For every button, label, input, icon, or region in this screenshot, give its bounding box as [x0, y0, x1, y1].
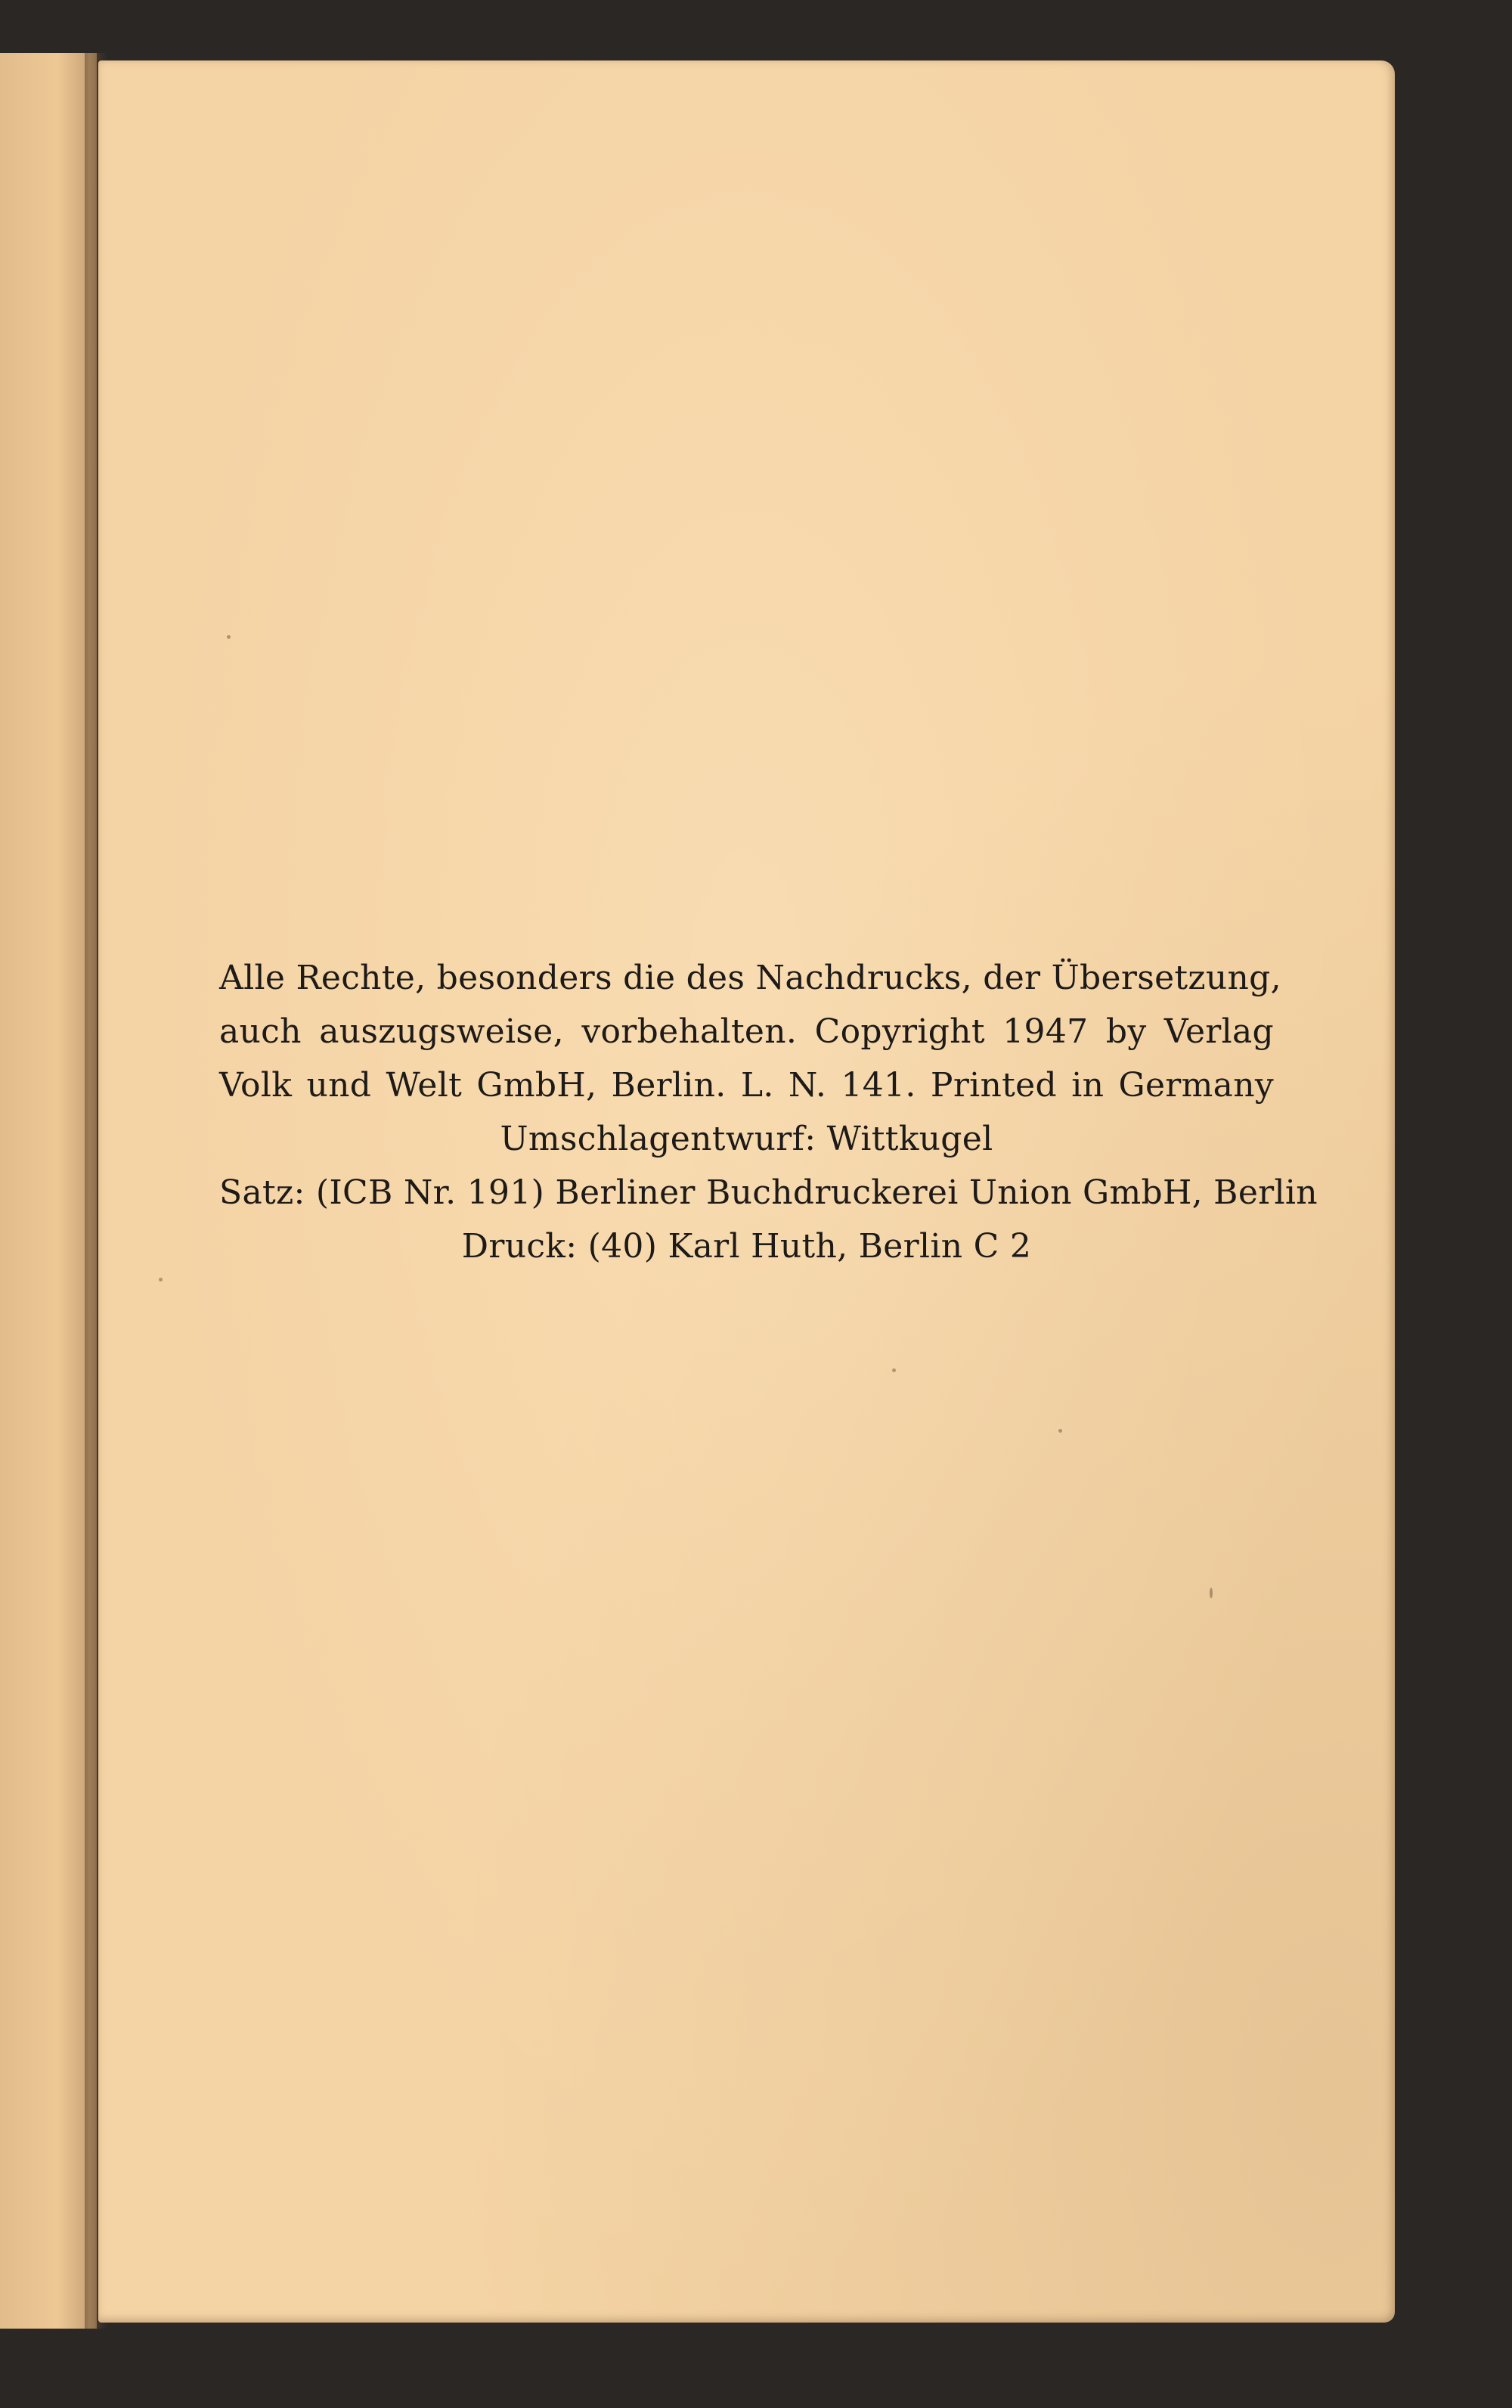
imprint-line-publisher: Volk und Welt GmbH, Berlin. L. N. 141. Printed in Germany — [219, 1066, 1274, 1105]
imprint-line-copyright: auch auszugsweise, vorbehalten. Copyright 1947 by Verlag — [219, 1012, 1274, 1051]
paper-speck — [1058, 1429, 1062, 1433]
paper-speck — [227, 635, 231, 639]
imprint-line-typesetting: Satz: (ICB Nr. 191) Berliner Buchdruckerei Union GmbH, Berlin — [219, 1173, 1318, 1212]
imprint-line-rights: Alle Rechte, besonders die des Nachdrucks, der Übersetzung, — [219, 959, 1281, 997]
imprint-line-cover-design: Umschlagentwurf: Wittkugel — [500, 1120, 993, 1158]
paper-speck — [892, 1368, 896, 1372]
paper-speck — [159, 1278, 163, 1281]
imprint-line-printing: Druck: (40) Karl Huth, Berlin C 2 — [461, 1227, 1032, 1266]
facing-page-edge — [0, 53, 97, 2329]
paper-speck — [1210, 1588, 1213, 1598]
imprint-page — [98, 60, 1395, 2323]
imprint-text — [219, 951, 1318, 1273]
